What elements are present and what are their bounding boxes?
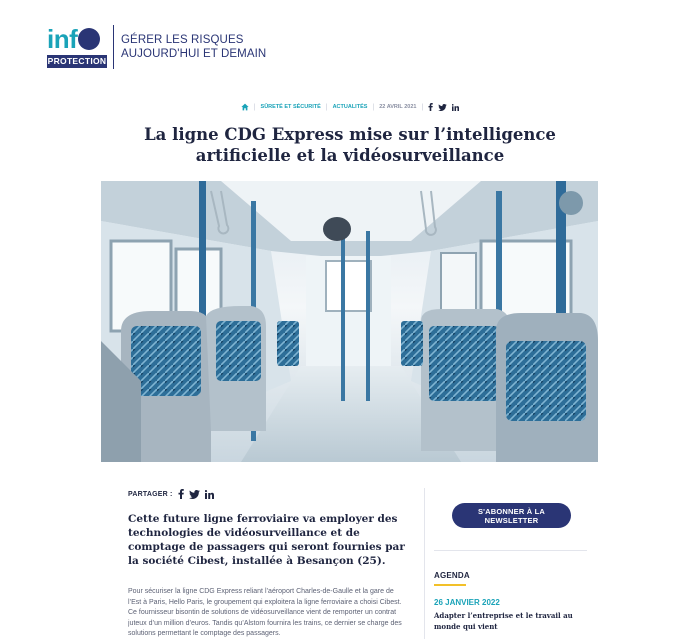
logo-protection: PROTECTION	[47, 56, 107, 66]
logo-wordmark: inf	[47, 24, 100, 54]
logo-o-circle	[78, 28, 100, 50]
agenda-heading: AGENDA	[434, 571, 470, 580]
agenda-event-date: 26 JANVIER 2022	[434, 598, 500, 607]
article-lead: Cette future ligne ferroviaire va employer des technologies de vidéosurveillance et de comptage de passagers qui seront fournies par la société Cibest, installée à Besançon (25).	[128, 513, 405, 567]
article-body: Pour sécuriser la ligne CDG Express reliant l’aéroport Charles-de-Gaulle et la gare de l’Est à Paris, Hello Paris, le groupement qui exploitera la ligne ferroviaire a choisi Cibest. Ce fournisseur bisontin de solutions de vidéosurveillance vient de remporter un contrat juteux d’un million d’euros. Tandis qu’Alstom fournira les trains, ce dernier se charge des solutions permettant le comptage des passagers.	[128, 588, 402, 637]
site-header	[47, 22, 266, 72]
column-divider	[424, 488, 425, 639]
agenda-underline	[434, 584, 466, 586]
linkedin-icon[interactable]	[452, 104, 459, 111]
agenda-event-link[interactable]: Adapter l’entreprise et le travail au monde qui vient	[434, 611, 573, 631]
twitter-icon[interactable]	[438, 104, 447, 111]
linkedin-icon[interactable]	[205, 490, 214, 499]
article-title: La ligne CDG Express mise sur l’intelligence artificielle et la vidéosurveillance	[144, 125, 556, 165]
breadcrumb-separator: |	[421, 103, 424, 111]
site-tagline	[121, 33, 266, 61]
share-bar	[128, 489, 214, 499]
newsletter-subscribe-button[interactable]: S'ABONNER À LA NEWSLETTER	[452, 503, 571, 528]
breadcrumb-category-link[interactable]: SÛRETÉ ET SÉCURITÉ	[260, 104, 321, 110]
breadcrumb-separator: |	[325, 103, 328, 111]
publish-date: 22 AVRIL 2021	[379, 104, 417, 110]
twitter-icon[interactable]	[189, 490, 200, 499]
breadcrumb	[0, 103, 700, 111]
tagline-line-2: AUJOURD'HUI ET DEMAIN	[121, 48, 267, 60]
tagline-line-1: GÉRER LES RISQUES	[121, 34, 244, 46]
sidebar-divider	[434, 550, 587, 551]
header-divider	[113, 25, 114, 69]
facebook-icon[interactable]	[178, 489, 184, 499]
home-icon[interactable]	[241, 103, 249, 111]
site-logo[interactable]	[47, 24, 107, 70]
breadcrumb-separator: |	[253, 103, 256, 111]
breadcrumb-separator: |	[372, 103, 375, 111]
article-hero-image	[101, 181, 598, 462]
share-label: PARTAGER :	[128, 490, 173, 498]
facebook-icon[interactable]	[428, 103, 433, 111]
breadcrumb-news-link[interactable]: ACTUALITÉS	[332, 104, 368, 110]
